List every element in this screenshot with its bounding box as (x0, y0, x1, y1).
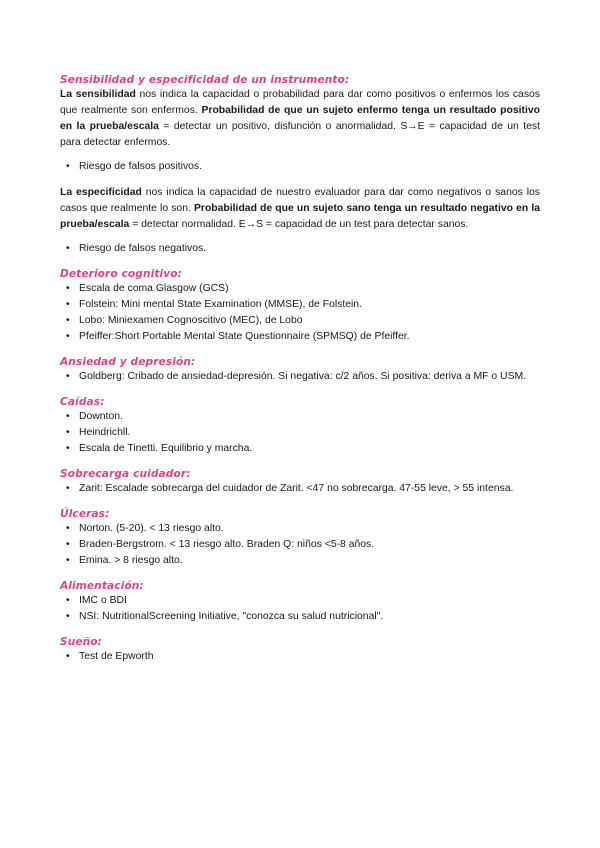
section-heading-ulceras: Úlceras: (60, 508, 110, 520)
list-item: • NSI: NutritionalScreening Initiative, "conozca su salud nutricional". (60, 609, 540, 625)
bullet-list (60, 241, 540, 257)
section-heading-caidas: Caídas: (60, 396, 105, 408)
list-item: • Zarit: Escalade sobrecarga del cuidador de Zarit. <47 no sobrecarga. 47-55 leve, > 55 intensa. (60, 481, 540, 497)
list-item: • Escala de coma Glasgow (GCS) (60, 281, 540, 297)
bold-term: La sensibilidad (60, 89, 136, 100)
section-heading-sobrecarga: Sobrecarga cuidador: (60, 468, 191, 480)
list-item: • Lobo: Miniexamen Cognoscitivo (MEC), de Lobo (60, 313, 540, 329)
text-run: = detectar normalidad. E→S = capacidad de un test para detectar sanos. (129, 219, 469, 230)
bullet-list (60, 281, 540, 345)
section-heading-deterioro: Deterioro cognitivo: (60, 268, 182, 280)
list-item: • Braden-Bergstrom. < 13 riesgo alto. Braden Q: niños <5-8 años. (60, 537, 540, 553)
list-item: • Escala de Tinetti. Equilibrio y marcha. (60, 441, 540, 457)
list-item: • IMC o BDI (60, 593, 540, 609)
list-item: • Test de Epworth (60, 649, 540, 665)
bullet-list (60, 593, 540, 625)
list-item: • Folstein: Mini mental State Examination (MMSE), de Folstein. (60, 297, 540, 313)
list-item: • Downton. (60, 409, 540, 425)
section-heading-sensibilidad: Sensibilidad y especificidad de un instrumento: (60, 74, 350, 86)
text-run: nos indica la capacidad de nuestro evaluador para dar como negativos o sanos los casos que realmente lo son. (60, 187, 540, 214)
bold-term: La especificidad (60, 187, 142, 198)
list-item: • Heindrichll. (60, 425, 540, 441)
section-heading-ansiedad: Ansiedad y depresión: (60, 356, 196, 368)
bold-definition: Probabilidad de que un sujeto enfermo tenga un resultado positivo en la prueba/escala (60, 105, 540, 132)
paragraph-especificidad (60, 185, 540, 233)
bullet-list (60, 481, 540, 497)
bullet-list (60, 409, 540, 457)
bullet-list (60, 649, 540, 665)
section-heading-alimentacion: Alimentación: (60, 580, 144, 592)
list-item: • Riesgo de falsos positivos. (60, 159, 540, 175)
text-run: nos indica la capacidad o probabilidad para dar como positivos o enfermos los casos que realmente son enfermos. (60, 89, 540, 116)
bullet-list (60, 159, 540, 175)
bold-definition: Probabilidad de que un sujeto sano tenga un resultado negativo en la prueba/escala (60, 203, 540, 230)
list-item: • Emina. > 8 riesgo alto. (60, 553, 540, 569)
list-item: • Norton. (5-20). < 13 riesgo alto. (60, 521, 540, 537)
list-item: • Riesgo de falsos negativos. (60, 241, 540, 257)
list-item: • Pfeiffer:Short Portable Mental State Questionnaire (SPMSQ) de Pfeiffer. (60, 329, 540, 345)
list-item: • Goldberg: Cribado de ansiedad-depresión. Si negativa: c/2 años. Si positiva: deriva a MF o USM. (60, 369, 540, 385)
section-heading-sueno: Sueño: (60, 636, 103, 648)
document-content (60, 73, 540, 665)
bullet-list (60, 369, 540, 385)
bullet-list (60, 521, 540, 569)
text-run: = detectar un positivo, disfunción o anormalidad. S→E = capacidad de un test para detectar enfermos. (60, 121, 541, 148)
paragraph-sensibilidad (60, 87, 540, 151)
